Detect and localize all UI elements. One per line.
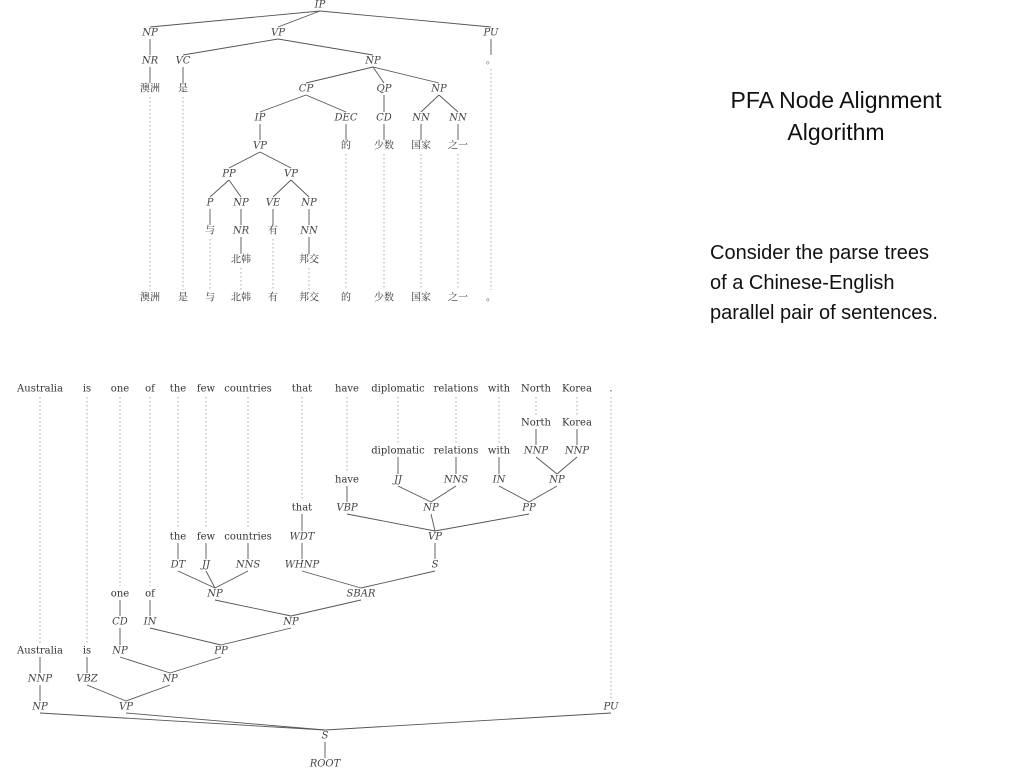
zh-sentence-word: 北韩	[231, 292, 251, 304]
zh-tree-edge-zVP3	[260, 152, 291, 168]
en-tree-node-eVBZ: VBZ	[76, 673, 98, 685]
en-tree-edge-eNP2	[126, 685, 170, 701]
en-sentence-word: is	[82, 383, 92, 395]
zh-tree-node-zNP1: NP	[142, 27, 158, 39]
en-tree-node-eROOT: ROOT	[309, 758, 341, 768]
en-sentence-word: few	[196, 383, 216, 395]
en-tree-edge-eJJ2	[398, 486, 431, 502]
en-tree-edge-eNP5	[215, 600, 291, 616]
zh-sentence-word: 澳洲	[140, 292, 160, 304]
zh-tree-word-zNN3w: 邦交	[299, 254, 319, 266]
tree-labels	[16, 0, 619, 768]
en-tree-node-eNP2: NP	[162, 673, 178, 685]
zh-tree-word-zNR2w: 北韩	[231, 254, 251, 266]
en-tree-edge-eWHNP	[302, 571, 361, 588]
zh-tree-node-zP: P	[206, 197, 214, 209]
en-tree-node-ePP2: PP	[522, 502, 536, 514]
en-tree-edge-eNNP2	[536, 457, 557, 474]
en-tree-word-eDTw: the	[169, 531, 187, 543]
zh-tree-word-zCDw: 少数	[374, 140, 394, 152]
en-tree-edge-eSBAR	[291, 600, 361, 616]
zh-tree-node-zNR2: NR	[232, 225, 250, 237]
slide-body-line-1: Consider the parse trees	[710, 242, 930, 264]
en-sentence-word: the	[169, 383, 187, 395]
en-tree-node-eS: S	[321, 730, 329, 742]
en-tree-edge-eNP1	[40, 713, 325, 730]
zh-tree-edge-zPU	[320, 11, 491, 27]
zh-tree-edge-zVE	[273, 180, 291, 197]
en-tree-node-eNP3: NP	[112, 645, 128, 657]
en-tree-edge-eNP7	[529, 486, 557, 502]
zh-tree-node-zQP: QP	[376, 83, 392, 95]
en-tree-edge-eNP4	[221, 628, 291, 645]
zh-tree-node-zIP2: IP	[254, 112, 266, 124]
zh-tree-word-zNN2w: 之一	[448, 140, 468, 152]
en-tree-edge-eNP6	[431, 514, 435, 531]
en-tree-word-eJJ2w: diplomatic	[371, 445, 425, 457]
en-tree-edge-eNP3	[120, 657, 170, 673]
zh-tree-node-zNP2: NP	[365, 55, 381, 67]
en-tree-edge-eIN1	[150, 628, 221, 645]
en-tree-word-eIN1w: of	[145, 588, 155, 600]
en-sentence-word: that	[291, 383, 313, 395]
en-tree-word-eNNP2w: North	[520, 417, 552, 429]
zh-sentence-word: 邦交	[299, 292, 319, 304]
en-sentence-word: relations	[433, 383, 479, 395]
en-tree-node-eNNP3: NNP	[564, 445, 590, 457]
zh-tree-node-zNN1: NN	[412, 112, 430, 124]
zh-tree-word-zPUw: 。	[486, 55, 496, 67]
zh-tree-node-zCD: CD	[376, 112, 392, 124]
en-tree-node-ePP1: PP	[214, 645, 228, 657]
zh-sentence-word: 。	[486, 292, 496, 304]
zh-sentence-word: 少数	[374, 292, 394, 304]
slide-title-line-2: Algorithm	[787, 119, 885, 145]
en-tree-word-eCDw: one	[110, 588, 130, 600]
zh-tree-word-zVEw: 有	[268, 225, 278, 237]
zh-tree-node-zVP2: VP	[253, 140, 267, 152]
en-tree-edge-eNNP3	[557, 457, 577, 474]
en-sentence-word: Korea	[562, 383, 592, 395]
en-sentence-word: Australia	[17, 383, 63, 395]
zh-tree-node-zNN2: NN	[449, 112, 467, 124]
zh-tree-word-zNN1w: 国家	[411, 140, 431, 152]
zh-tree-edge-zCP	[306, 67, 373, 83]
en-tree-node-eDT: DT	[170, 559, 186, 571]
en-tree-word-eNNP3w: Korea	[562, 417, 592, 429]
en-tree-node-eWHNP: WHNP	[284, 559, 320, 571]
zh-tree-node-zDEC: DEC	[334, 112, 358, 124]
zh-tree-node-zIP: IP	[314, 0, 326, 11]
en-tree-node-eVP2: VP	[428, 531, 442, 543]
en-tree-node-eJJ1: JJ	[201, 559, 211, 571]
en-tree-edge-eVBZ	[87, 685, 126, 701]
zh-tree-node-zNP5: NP	[301, 197, 317, 209]
en-tree-node-ePU: PU	[603, 701, 619, 713]
zh-sentence-word: 是	[178, 292, 188, 304]
zh-tree-node-zNN3: NN	[300, 225, 318, 237]
zh-tree-node-zVP3: VP	[284, 168, 298, 180]
slide-title-line-1: PFA Node Alignment	[730, 87, 942, 113]
en-sentence-word: with	[487, 383, 511, 395]
en-tree-node-eNNP2: NNP	[523, 445, 549, 457]
en-tree-word-eNNS1w: countries	[224, 531, 272, 543]
zh-sentence-word: 的	[341, 292, 351, 304]
en-tree-node-eWDT: WDT	[289, 531, 315, 543]
en-tree-node-eJJ2: JJ	[393, 474, 403, 486]
en-tree-word-eVBZw: is	[82, 645, 92, 657]
en-sentence-word: have	[335, 383, 359, 395]
en-tree-node-eNNS2: NNS	[443, 474, 469, 486]
en-tree-node-eVP1: VP	[119, 701, 133, 713]
en-sentence-word: one	[110, 383, 130, 395]
slide-title	[700, 84, 972, 148]
zh-sentence-word: 有	[268, 292, 278, 304]
en-tree-node-eNNS1: NNS	[235, 559, 261, 571]
en-tree-word-eJJ1w: few	[196, 531, 216, 543]
zh-tree-edge-zPP	[229, 152, 260, 168]
en-sentence-word: diplomatic	[371, 383, 425, 395]
en-tree-edge-ePP2	[435, 514, 529, 531]
en-tree-node-eNP1: NP	[32, 701, 48, 713]
slide-body-text	[710, 238, 1010, 328]
en-tree-node-eVBP: VBP	[336, 502, 358, 514]
en-tree-node-eSBAR: SBAR	[346, 588, 376, 600]
en-tree-edge-eNNS2	[431, 486, 456, 502]
zh-sentence-word: 之一	[448, 292, 468, 304]
en-tree-node-eNP5: NP	[207, 588, 223, 600]
zh-tree-word-zPw: 与	[205, 225, 215, 237]
zh-tree-edge-zNP2	[278, 39, 373, 55]
zh-tree-edge-zNN1	[421, 95, 439, 112]
en-tree-node-eNP4: NP	[283, 616, 299, 628]
zh-tree-edge-zDEC	[306, 95, 346, 112]
zh-tree-word-zVCw: 是	[178, 83, 188, 95]
slide-body-line-2: of a Chinese-English	[710, 272, 895, 294]
en-tree-edge-eIN2	[499, 486, 529, 502]
zh-tree-edge-zNP1	[150, 11, 320, 27]
zh-tree-edge-zNN2	[439, 95, 458, 112]
en-tree-node-eNNP1: NNP	[27, 673, 53, 685]
zh-tree-node-zPP: PP	[222, 168, 236, 180]
zh-sentence-word: 国家	[411, 292, 431, 304]
en-tree-edge-eDT	[178, 571, 215, 588]
en-tree-edge-eVBP	[347, 514, 435, 531]
en-tree-edge-ePP1	[170, 657, 221, 673]
en-tree-node-eNP6: NP	[423, 502, 439, 514]
en-tree-node-eIN1: IN	[143, 616, 157, 628]
zh-tree-node-zPU: PU	[483, 27, 499, 39]
en-tree-node-eS2: S	[431, 559, 439, 571]
en-tree-word-eWDTw: that	[291, 502, 313, 514]
en-sentence-word: North	[520, 383, 552, 395]
en-sentence-word: .	[609, 383, 613, 395]
en-tree-edge-eNNS1	[215, 571, 248, 588]
en-tree-word-eNNS2w: relations	[433, 445, 479, 457]
en-sentence-word: countries	[224, 383, 272, 395]
en-tree-word-eVBPw: have	[335, 474, 359, 486]
zh-tree-node-zVC: VC	[175, 55, 191, 67]
zh-tree-edge-zNP3	[373, 67, 439, 83]
en-tree-word-eNNP1w: Australia	[17, 645, 63, 657]
zh-tree-edge-zP	[210, 180, 229, 197]
en-tree-edge-ePU	[325, 713, 611, 730]
en-tree-node-eIN2: IN	[492, 474, 506, 486]
zh-tree-node-zVE: VE	[265, 197, 281, 209]
zh-tree-node-zNP4: NP	[233, 197, 249, 209]
zh-tree-node-zNR1: NR	[141, 55, 159, 67]
zh-tree-edge-zIP2	[260, 95, 306, 112]
en-tree-node-eNP7: NP	[549, 474, 565, 486]
zh-tree-word-zDECw: 的	[341, 140, 351, 152]
zh-tree-edge-zVC	[183, 39, 278, 55]
en-tree-edge-eVP1	[126, 713, 325, 730]
zh-sentence-word: 与	[205, 292, 215, 304]
zh-tree-node-zVP1: VP	[271, 27, 285, 39]
slide-body-line-3: parallel pair of sentences.	[710, 302, 938, 324]
zh-tree-edge-zNP4	[229, 180, 241, 197]
zh-tree-node-zCP: CP	[298, 83, 314, 95]
en-tree-word-eIN2w: with	[487, 445, 511, 457]
zh-tree-edge-zNP5	[291, 180, 309, 197]
zh-tree-word-zNR1w: 澳洲	[140, 83, 160, 95]
en-sentence-word: of	[145, 383, 155, 395]
zh-tree-node-zNP3: NP	[431, 83, 447, 95]
en-tree-node-eCD: CD	[112, 616, 128, 628]
en-tree-edge-eS2	[361, 571, 435, 588]
